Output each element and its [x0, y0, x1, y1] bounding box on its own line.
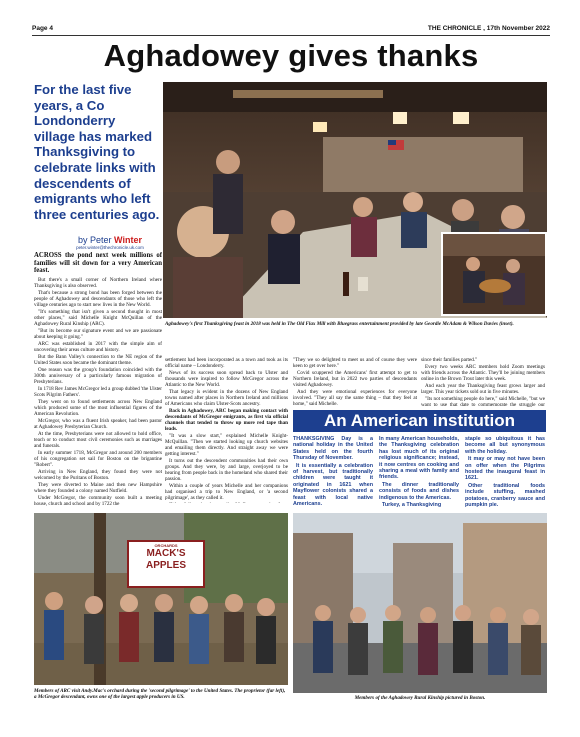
- article-column-4: [421, 357, 545, 407]
- paragraph: ARC was established in 2017 with the simple aim of uncovering their areas culture and history.: [34, 340, 162, 353]
- sidebar-paragraph: It is essentially a celebration of harvest, but traditionally children were taught it originated in 1621 when Mayflower colonists shared a feast with local native Americans.: [293, 462, 373, 508]
- sidebar-american-institution: [293, 410, 546, 508]
- paragraph: In early summer 1718, McGregor and around 200 members of his congregation set sail for Boston on the brigantine "Robert".: [34, 449, 162, 468]
- article-intro: ACROSS the pond next week millions of families will sit down for a very American feast.: [34, 252, 162, 275]
- page-header: [32, 25, 550, 36]
- paragraph: since their families parted.": [421, 357, 478, 363]
- sidebar-paragraph: The dinner traditionally consists of foods and dishes indigenous to the Americas.: [379, 481, 459, 501]
- sidebar-title: An American institution: [293, 410, 546, 432]
- paragraph: That's because a strong bond has been forged between the people of Aghadowey and descendants of those who left the village centuries ago to start new lives in the New World.: [34, 289, 162, 308]
- paragraph: They went on to found settlements across New England which produced some of the most influential figures of the American Revolution.: [34, 398, 162, 417]
- paragraph: "It's something that isn't given a second thought in most other places," said Michelle Knight McQuillan of the Aghadowey Rural Kinship (ARC).: [34, 308, 162, 327]
- sign-brand: MACK'S APPLES: [145, 548, 186, 571]
- paragraph: Back in Aghadowey, ARC began making contact with descendants of McGregor emigrants, as first via official channels that tended to throw up more red tape than leads.: [165, 408, 288, 432]
- paragraph: Arriving in New England, they found they were not welcomed by the Puritans of Boston.: [34, 468, 162, 481]
- paragraph: "It was a slow start," explained Michelle Knight-McQuillan. "Then we started looking up church websites and emailing them directly. And straight away we were getting interest.": [165, 433, 288, 457]
- paragraph: "Its not something people do here," said Michelle, "but we want to use that date to commemorate the struggle our: [421, 396, 545, 407]
- sign-top: ORCHARDS: [154, 543, 178, 548]
- byline-prefix: by Peter: [78, 235, 115, 245]
- paragraph: [165, 502, 288, 503]
- orchard-photo: [34, 513, 288, 685]
- paragraph: settlement had been incorporated as a town and took as its official name – Londonderry.: [165, 357, 288, 369]
- paragraph: Within a couple of years Michelle and her companions had organised a trip to New England, or 'a second pilgrimage', as they called it.: [165, 483, 288, 501]
- paragraph: And they were emotional experiences for everyone involved. "They all say the same thing – that they feel at home," said Michelle.: [293, 389, 417, 407]
- byline-name: Winter: [114, 235, 142, 245]
- page-number: Page 4: [32, 25, 53, 32]
- paragraph: But the Bann Valley's connection to the NE region of the United States soon became the dominant theme.: [34, 353, 162, 366]
- orchard-sign: [130, 543, 202, 572]
- article-column-1: [34, 252, 162, 514]
- orchard-photo-image: [34, 513, 288, 685]
- sidebar-paragraph: staple so ubiquitous it has become all but synonymous with the holiday.: [465, 436, 545, 455]
- inset-photo: [441, 232, 547, 316]
- paragraph: They were diverted to Maine and then new Hampshire where they founded a colony named Nutfield.: [34, 481, 162, 494]
- paragraph: Under McGregor, the community soon built a meeting house, church and school and by 1722 the: [34, 494, 162, 507]
- boston-photo-image: [293, 513, 547, 693]
- paragraph: News of its success soon spread back to Ulster and thousands were inspired to follow McGregor across the Atlantic to the New World.: [165, 370, 288, 388]
- article-column-2: [165, 357, 288, 503]
- paragraph: At the time, Presbyterians were not allowed to hold office, teach or to conduct most civil ceremonies such as marriages and funerals.: [34, 430, 162, 449]
- orchard-photo-caption: Members of ARC visit Andy.Mac's orchard during the 'second pilgrimage' to the United States. The proprietor (far left), a McGregor descendant, owns one of the largest apple producers in US.: [34, 688, 286, 700]
- paragraph: In 1718 Rev James McGregor led a group dubbed 'the Ulster Scots Pilgrim Fathers'.: [34, 385, 162, 398]
- paragraph: McGregor, who was a fluent Irish speaker, had been pastor at Aghadowey Presbyterian Church.: [34, 417, 162, 430]
- sidebar-paragraph: It may or may not have been on offer when the Pilgrims hosted the inaugural feast in 1621.: [465, 456, 545, 482]
- paragraph: Covid scuppered the Americans' first attempt to get to Northern Ireland, but in 2022 two parties of descendants visited Aghadowey.: [293, 370, 417, 388]
- paragraph: And each year the Thanksgiving feast grows larger and larger. This year tickets sold out in five minutes.: [421, 383, 545, 395]
- paragraph: One reason was the group's foundation coincided with the 300th anniversary of a particularly famous migration of Presbyterians.: [34, 366, 162, 385]
- sidebar-column-3: [465, 436, 545, 508]
- inset-photo-image: [443, 234, 545, 314]
- headline: Aghadowey gives thanks: [103, 38, 479, 73]
- paragraph: "They we so delighted to meet us and of course they were keen to get over here.": [293, 357, 417, 369]
- byline-email[interactable]: peter.winter@thechronicle.uk.com: [76, 245, 144, 250]
- paragraph: "But its become our signature event and we are passionate about keeping it going.": [34, 327, 162, 340]
- byline: [60, 235, 160, 245]
- main-photo: [163, 82, 547, 318]
- sidebar-column-2: [379, 436, 459, 508]
- paragraph: But there's a small corner of Northern Ireland where Thanksgiving is also observed.: [34, 276, 162, 289]
- sidebar-column-1: [293, 436, 373, 508]
- paragraph: That legacy is evident in the dozens of New England towns named after places in Northern Ireland and millions of Americans who claim Ulster-Scots ancestry.: [165, 389, 288, 407]
- sidebar-paragraph: In many American households, the Thanksgiving celebration has lost much of its original religious significance; instead, it now centres on cooking and sharing a meal with family and friends.: [379, 436, 459, 481]
- paragraph: It turns out the descendent communities had their own groups. And they were, by and large, overjoyed to be hearing from people back in the homeland who shared their passion.: [165, 458, 288, 482]
- deck: For the last five years, a Co Londonderry village has marked Thanksgiving to celebrate links with descendents of emigrants who left three centuries ago.: [34, 82, 160, 222]
- sidebar-paragraph: THANKSGIVING Day is a national holiday in the United States held on the fourth Thursday of November.: [293, 436, 373, 462]
- edition-date: THE CHRONICLE , 17th November 2022: [427, 25, 550, 32]
- article-column-3: [293, 357, 417, 407]
- boston-photo-caption: Members of the Aghadowey Rural Kinship pictured in Boston.: [354, 695, 486, 701]
- sidebar-paragraph: Other traditional foods include stuffing, mashed potatoes, cranberry sauce and pumpkin pie.: [465, 482, 545, 508]
- main-photo-caption: Aghadowey's first Thanksgiving feast in 2018 was held in The Old Flax Mill with Bluegrass entertainment provided by late Geordie McAdam & Wilson Davies (inset).: [165, 321, 514, 327]
- paragraph: Every two weeks ARC members hold Zoom meetings with friends across the Atlantic. They'll be joining members online in the Brown Trout later this week.: [421, 364, 545, 382]
- sidebar-paragraph: Turkey, a Thanksgiving: [382, 502, 442, 508]
- boston-photo: [293, 513, 547, 693]
